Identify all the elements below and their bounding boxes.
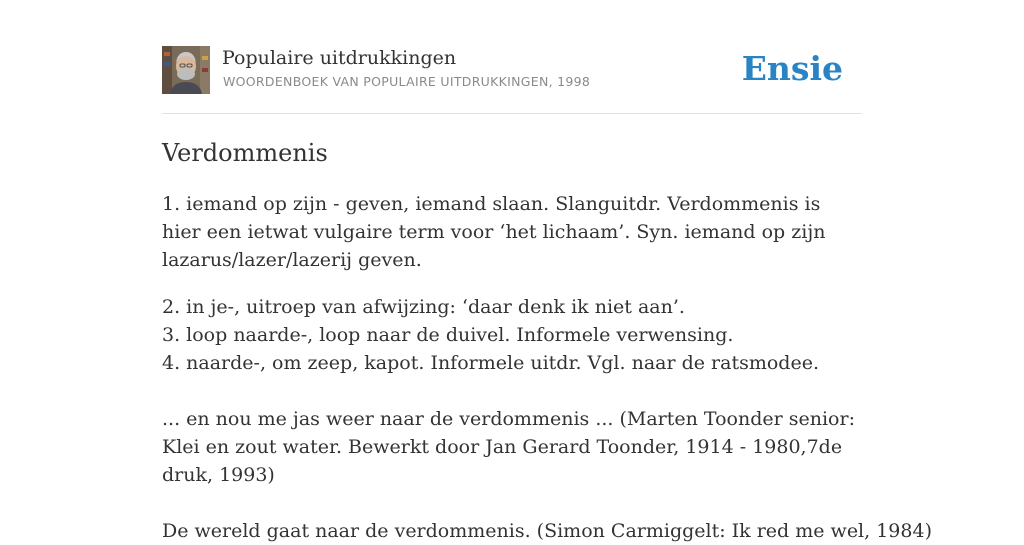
spacer: [162, 489, 862, 517]
source-subtitle: WOORDENBOEK VAN POPULAIRE UITDRUKKINGEN, 1998: [223, 74, 591, 89]
quote-1: ... en nou me jas weer naar de verdommenis ... (Marten Toonder senior: Klei en zout water. Bewerkt door Jan Gerard Toonder, 1914 - 1980,7de druk, 1993): [162, 408, 855, 486]
source-header: [162, 46, 862, 114]
entry-body: [162, 190, 932, 545]
ensie-logo[interactable]: Ensie: [741, 49, 843, 88]
person-portrait-icon: [162, 46, 210, 94]
definition-4: 4. naarde-, om zeep, kapot. Informele uitdr. Vgl. naar de ratsmodee.: [162, 352, 819, 374]
spacer: [162, 377, 862, 405]
definition-3: 3. loop naarde-, loop naar de duivel. Informele verwensing.: [162, 324, 734, 346]
avatar[interactable]: [162, 46, 210, 94]
source-title[interactable]: Populaire uitdrukkingen: [222, 47, 457, 69]
entry-title: Verdommenis: [162, 139, 328, 167]
quote-2: De wereld gaat naar de verdommenis. (Simon Carmiggelt: Ik red me wel, 1984): [162, 520, 932, 542]
definition-2: 2. in je-, uitroep van afwijzing: ‘daar denk ik niet aan’.: [162, 296, 685, 318]
definition-1: 1. iemand op zijn - geven, iemand slaan. Slanguitdr. Verdommenis is hier een ietwat vulgaire term voor ‘het lichaam’. Syn. iemand op zijn lazarus/lazer/lazerij geven.: [162, 193, 826, 271]
